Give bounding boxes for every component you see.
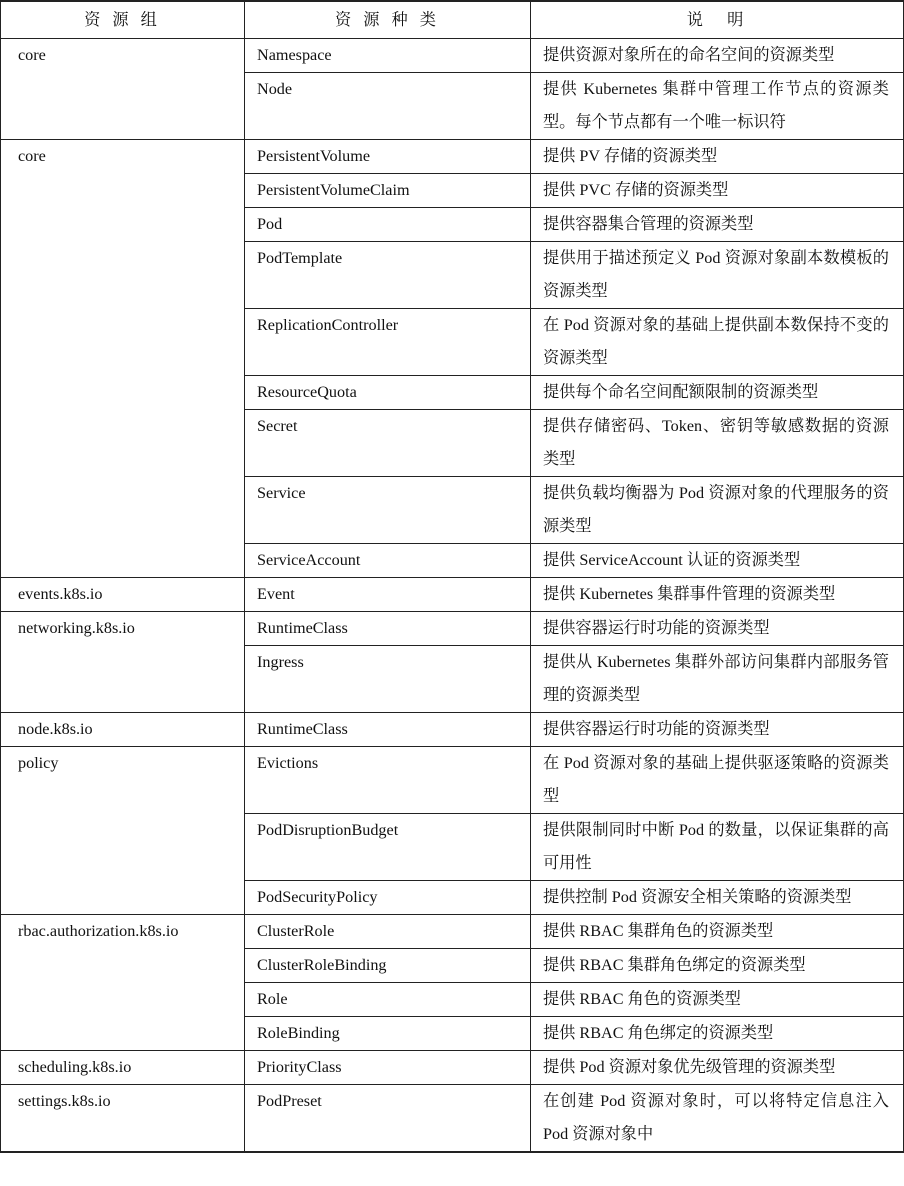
header-description: 说 明: [531, 1, 904, 39]
table-row: [1, 140, 904, 174]
group-cell: node.k8s.io: [1, 713, 245, 747]
desc-cell: 提供 Kubernetes 集群中管理工作节点的资源类型。每个节点都有一个唯一标识符: [531, 73, 904, 140]
group-cell: settings.k8s.io: [1, 1085, 245, 1153]
desc-cell: 在 Pod 资源对象的基础上提供副本数保持不变的资源类型: [531, 309, 904, 376]
table-row: [1, 39, 904, 73]
desc-cell: 提供负载均衡器为 Pod 资源对象的代理服务的资源类型: [531, 477, 904, 544]
table-row: [1, 1051, 904, 1085]
desc-cell: 提供 ServiceAccount 认证的资源类型: [531, 544, 904, 578]
desc-cell: 提供限制同时中断 Pod 的数量，以保证集群的高可用性: [531, 814, 904, 881]
kind-cell: Role: [245, 983, 531, 1017]
group-cell: core: [1, 140, 245, 578]
desc-cell: 提供用于描述预定义 Pod 资源对象副本数模板的资源类型: [531, 242, 904, 309]
kind-cell: Node: [245, 73, 531, 140]
kind-cell: PodDisruptionBudget: [245, 814, 531, 881]
desc-cell: 提供容器运行时功能的资源类型: [531, 713, 904, 747]
desc-cell: 提供存储密码、Token、密钥等敏感数据的资源类型: [531, 410, 904, 477]
kind-cell: ResourceQuota: [245, 376, 531, 410]
desc-cell: 在 Pod 资源对象的基础上提供驱逐策略的资源类型: [531, 747, 904, 814]
header-resource-kind: 资 源 种 类: [245, 1, 531, 39]
kind-cell: Evictions: [245, 747, 531, 814]
desc-cell: 提供 RBAC 角色绑定的资源类型: [531, 1017, 904, 1051]
kind-cell: PodTemplate: [245, 242, 531, 309]
header-resource-group: 资 源 组: [1, 1, 245, 39]
kind-cell: Ingress: [245, 646, 531, 713]
kind-cell: RuntimeClass: [245, 612, 531, 646]
desc-cell: 提供 Kubernetes 集群事件管理的资源类型: [531, 578, 904, 612]
desc-cell: 提供控制 Pod 资源安全相关策略的资源类型: [531, 881, 904, 915]
kind-cell: Pod: [245, 208, 531, 242]
kind-cell: PersistentVolume: [245, 140, 531, 174]
desc-cell: 提供 Pod 资源对象优先级管理的资源类型: [531, 1051, 904, 1085]
kind-cell: Secret: [245, 410, 531, 477]
group-cell: policy: [1, 747, 245, 915]
desc-cell: 提供容器集合管理的资源类型: [531, 208, 904, 242]
table-row: [1, 915, 904, 949]
group-cell: rbac.authorization.k8s.io: [1, 915, 245, 1051]
table-row: [1, 747, 904, 814]
table-row: [1, 612, 904, 646]
desc-cell: 提供资源对象所在的命名空间的资源类型: [531, 39, 904, 73]
kind-cell: PriorityClass: [245, 1051, 531, 1085]
desc-cell: 提供 RBAC 集群角色的资源类型: [531, 915, 904, 949]
group-cell: core: [1, 39, 245, 140]
desc-cell: 在创建 Pod 资源对象时，可以将特定信息注入 Pod 资源对象中: [531, 1085, 904, 1153]
group-cell: networking.k8s.io: [1, 612, 245, 713]
kind-cell: RuntimeClass: [245, 713, 531, 747]
kind-cell: Namespace: [245, 39, 531, 73]
desc-cell: 提供每个命名空间配额限制的资源类型: [531, 376, 904, 410]
kind-cell: ReplicationController: [245, 309, 531, 376]
desc-cell: 提供 PV 存储的资源类型: [531, 140, 904, 174]
header-row: [1, 1, 904, 39]
kind-cell: RoleBinding: [245, 1017, 531, 1051]
table-row: [1, 578, 904, 612]
kind-cell: PodSecurityPolicy: [245, 881, 531, 915]
group-cell: scheduling.k8s.io: [1, 1051, 245, 1085]
kind-cell: PodPreset: [245, 1085, 531, 1153]
desc-cell: 提供容器运行时功能的资源类型: [531, 612, 904, 646]
desc-cell: 提供从 Kubernetes 集群外部访问集群内部服务管理的资源类型: [531, 646, 904, 713]
desc-cell: 提供 PVC 存储的资源类型: [531, 174, 904, 208]
kind-cell: Service: [245, 477, 531, 544]
table-row: [1, 713, 904, 747]
desc-cell: 提供 RBAC 集群角色绑定的资源类型: [531, 949, 904, 983]
kind-cell: PersistentVolumeClaim: [245, 174, 531, 208]
kind-cell: ClusterRoleBinding: [245, 949, 531, 983]
group-cell: events.k8s.io: [1, 578, 245, 612]
kind-cell: ServiceAccount: [245, 544, 531, 578]
table-row: [1, 1085, 904, 1153]
kind-cell: Event: [245, 578, 531, 612]
desc-cell: 提供 RBAC 角色的资源类型: [531, 983, 904, 1017]
kind-cell: ClusterRole: [245, 915, 531, 949]
